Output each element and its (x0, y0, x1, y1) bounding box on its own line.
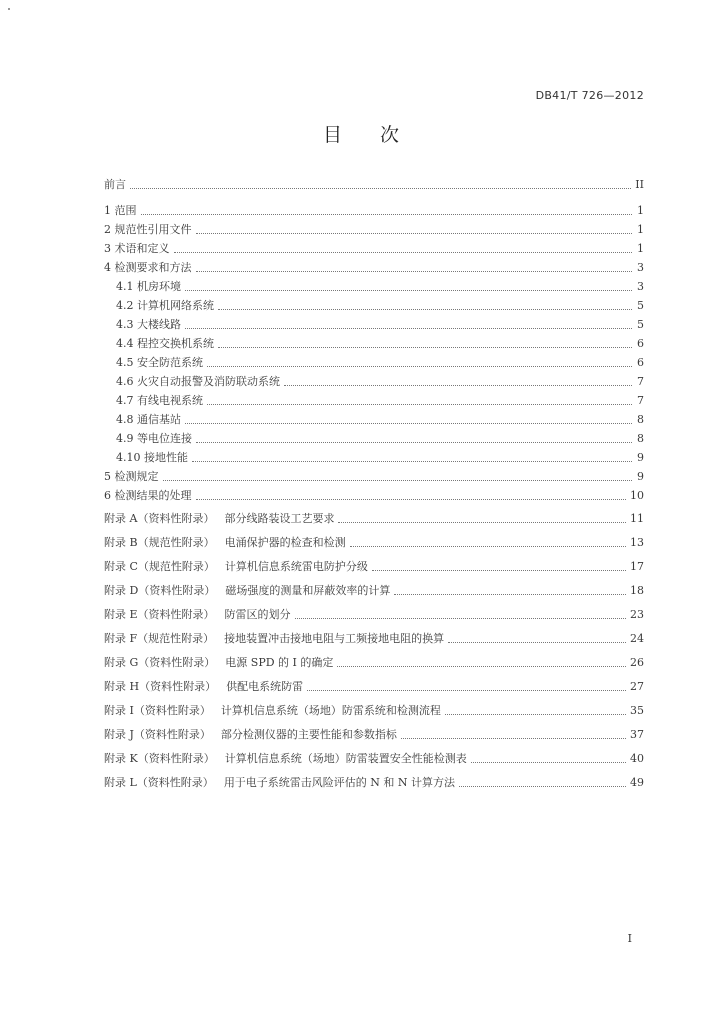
toc-appendix-entry[interactable] (104, 632, 644, 645)
dot-leader (307, 689, 626, 691)
toc-entry[interactable] (104, 204, 644, 217)
toc-appendix-entry[interactable] (104, 680, 644, 693)
appendix-code: 附录 K（资料性附录） (104, 752, 215, 765)
toc-entry-label (104, 512, 334, 525)
toc-entry-label (104, 704, 441, 717)
toc-page-number: 1 (637, 223, 644, 236)
dot-leader (174, 251, 633, 253)
toc-entry-label (104, 560, 368, 573)
toc-entry-label: 6 检测结果的处理 (104, 489, 192, 502)
toc-appendix-entry[interactable] (104, 608, 644, 621)
toc-page-number: 18 (630, 584, 644, 597)
dot-leader (338, 521, 626, 523)
dot-leader (163, 479, 633, 481)
toc-page-number: 5 (637, 318, 644, 331)
toc-entry-label: 4.8 通信基站 (116, 413, 181, 426)
dot-leader (448, 641, 626, 643)
toc-appendix-entry[interactable] (104, 752, 644, 765)
toc-page-number: 7 (637, 375, 644, 388)
toc-page-number: 1 (637, 242, 644, 255)
toc-appendix-entry[interactable] (104, 512, 644, 525)
appendix-title: 磁场强度的测量和屏蔽效率的计算 (225, 584, 391, 597)
dot-leader (471, 761, 626, 763)
appendix-code: 附录 H（资料性附录） (104, 680, 217, 693)
toc-page-number: 35 (630, 704, 644, 717)
toc-entry-label (104, 632, 444, 645)
toc-page-number: 6 (637, 356, 644, 369)
toc-page-number: 3 (637, 280, 644, 293)
toc-page-number: 17 (630, 560, 644, 573)
toc-appendix-entry[interactable] (104, 536, 644, 549)
toc-page-number: 9 (637, 451, 644, 464)
appendix-title: 电源 SPD 的 I 的确定 (225, 656, 334, 669)
toc-subsection-entry[interactable] (104, 451, 644, 464)
toc-entry-label: 4.9 等电位连接 (116, 432, 192, 445)
toc-subsection-entry[interactable] (104, 280, 644, 293)
dot-leader (337, 665, 626, 667)
appendix-title: 防雷区的划分 (224, 608, 291, 621)
page-title (0, 120, 722, 147)
dot-leader (372, 569, 626, 571)
dot-leader (295, 617, 626, 619)
toc-entry-label: 5 检测规定 (104, 470, 159, 483)
toc-entry-label: 4.6 火灾自动报警及消防联动系统 (116, 375, 280, 388)
toc-entry[interactable] (104, 223, 644, 236)
toc-subsection-entry[interactable] (104, 432, 644, 445)
appendix-title: 用于电子系统雷击风险评估的 N 和 N 计算方法 (223, 776, 456, 789)
toc-page-number: 7 (637, 394, 644, 407)
appendix-code: 附录 G（资料性附录） (104, 656, 216, 669)
toc-entry-label (104, 776, 455, 789)
toc-entry-label: 4 检测要求和方法 (104, 261, 192, 274)
dot-leader (401, 737, 626, 739)
toc-page-number: 10 (630, 489, 644, 502)
toc-entry-label (104, 680, 303, 693)
appendix-code: 附录 A（资料性附录） (104, 512, 215, 525)
appendix-title: 计算机信息系统（场地）防雷装置安全性能检测表 (224, 752, 467, 765)
toc-appendix-entry[interactable] (104, 776, 644, 789)
toc-entry[interactable] (104, 242, 644, 255)
appendix-code: 附录 C（规范性附录） (104, 560, 215, 573)
dot-leader (218, 346, 632, 348)
toc-entry[interactable] (104, 178, 644, 191)
toc-subsection-entry[interactable] (104, 413, 644, 426)
dot-leader (196, 270, 633, 272)
scan-speck (8, 8, 10, 10)
toc-subsection-entry[interactable] (104, 375, 644, 388)
toc-page-number: 26 (630, 656, 644, 669)
appendix-code: 附录 D（资料性附录） (104, 584, 216, 597)
toc-subsection-entry[interactable] (104, 318, 644, 331)
dot-leader (196, 441, 632, 443)
toc-appendix-entry[interactable] (104, 560, 644, 573)
dot-leader (196, 232, 633, 234)
toc-page-number: 24 (630, 632, 644, 645)
toc-page-number: 23 (630, 608, 644, 621)
toc-page-number: 9 (637, 470, 644, 483)
appendix-title: 部分线路装设工艺要求 (224, 512, 335, 525)
dot-leader (394, 593, 626, 595)
toc-entry-label (104, 656, 333, 669)
dot-leader (130, 187, 631, 189)
toc-entry-label: 4.3 大楼线路 (116, 318, 181, 331)
toc-entry-label: 2 规范性引用文件 (104, 223, 192, 236)
toc-subsection-entry[interactable] (104, 394, 644, 407)
appendix-title: 部分检测仪器的主要性能和参数指标 (220, 728, 397, 741)
toc-entry-label (104, 536, 346, 549)
dot-leader (218, 308, 632, 310)
toc-page-number: 6 (637, 337, 644, 350)
toc-page-number: 49 (630, 776, 644, 789)
toc-appendix-entry[interactable] (104, 704, 644, 717)
page-number: I (627, 932, 632, 945)
dot-leader (196, 498, 627, 500)
toc-subsection-entry[interactable] (104, 356, 644, 369)
toc-page-number: 5 (637, 299, 644, 312)
toc-appendix-entry[interactable] (104, 656, 644, 669)
dot-leader (445, 713, 626, 715)
toc-subsection-entry[interactable] (104, 299, 644, 312)
toc-entry-label (104, 728, 397, 741)
toc-entry-label: 4.4 程控交换机系统 (116, 337, 214, 350)
appendix-title: 供配电系统防雷 (226, 680, 304, 693)
dot-leader (350, 545, 626, 547)
appendix-title: 计算机信息系统雷电防护分级 (224, 560, 368, 573)
title-char-1: 目 (322, 124, 342, 146)
dot-leader (185, 289, 632, 291)
standard-code: DB41/T 726—2012 (535, 89, 644, 102)
toc-entry-label (104, 608, 291, 621)
toc-entry-label: 3 术语和定义 (104, 242, 170, 255)
appendix-code: 附录 B（规范性附录） (104, 536, 215, 549)
toc-entry-label: 4.1 机房环境 (116, 280, 181, 293)
toc-entry-label: 前言 (104, 178, 126, 191)
dot-leader (141, 213, 633, 215)
toc-page-number: 3 (637, 261, 644, 274)
appendix-code: 附录 J（资料性附录） (104, 728, 211, 741)
appendix-title: 电涌保护器的检查和检测 (224, 536, 346, 549)
appendix-title: 接地装置冲击接地电阻与工频接地电阻的换算 (224, 632, 445, 645)
dot-leader (185, 327, 632, 329)
dot-leader (185, 422, 632, 424)
toc-appendix-entry[interactable] (104, 584, 644, 597)
toc-entry[interactable] (104, 470, 644, 483)
toc-entry-label: 4.10 接地性能 (116, 451, 188, 464)
toc-page-number: 11 (630, 512, 644, 525)
appendix-code: 附录 I（资料性附录） (104, 704, 211, 717)
toc-entry[interactable] (104, 489, 644, 502)
title-char-2: 次 (380, 124, 400, 146)
toc-page-number: II (635, 178, 644, 191)
toc-page-number: 13 (630, 536, 644, 549)
toc-page-number: 8 (637, 413, 644, 426)
toc-appendix-entry[interactable] (104, 728, 644, 741)
toc-page-number: 40 (630, 752, 644, 765)
toc-entry-label (104, 752, 467, 765)
toc-page-number: 37 (630, 728, 644, 741)
toc-entry-label: 4.2 计算机网络系统 (116, 299, 214, 312)
toc-subsection-entry[interactable] (104, 337, 644, 350)
dot-leader (207, 403, 632, 405)
toc-entry-label: 4.5 安全防范系统 (116, 356, 203, 369)
appendix-code: 附录 E（资料性附录） (104, 608, 215, 621)
appendix-code: 附录 L（资料性附录） (104, 776, 214, 789)
toc-page-number: 27 (630, 680, 644, 693)
dot-leader (192, 460, 632, 462)
toc-page-number: 1 (637, 204, 644, 217)
appendix-title: 计算机信息系统（场地）防雷系统和检测流程 (220, 704, 441, 717)
appendix-code: 附录 F（规范性附录） (104, 632, 215, 645)
toc-entry[interactable] (104, 261, 644, 274)
dot-leader (207, 365, 632, 367)
dot-leader (284, 384, 632, 386)
toc-entry-label (104, 584, 390, 597)
dot-leader (459, 785, 626, 787)
toc-entry-label: 1 范围 (104, 204, 137, 217)
toc-page-number: 8 (637, 432, 644, 445)
toc-entry-label: 4.7 有线电视系统 (116, 394, 203, 407)
